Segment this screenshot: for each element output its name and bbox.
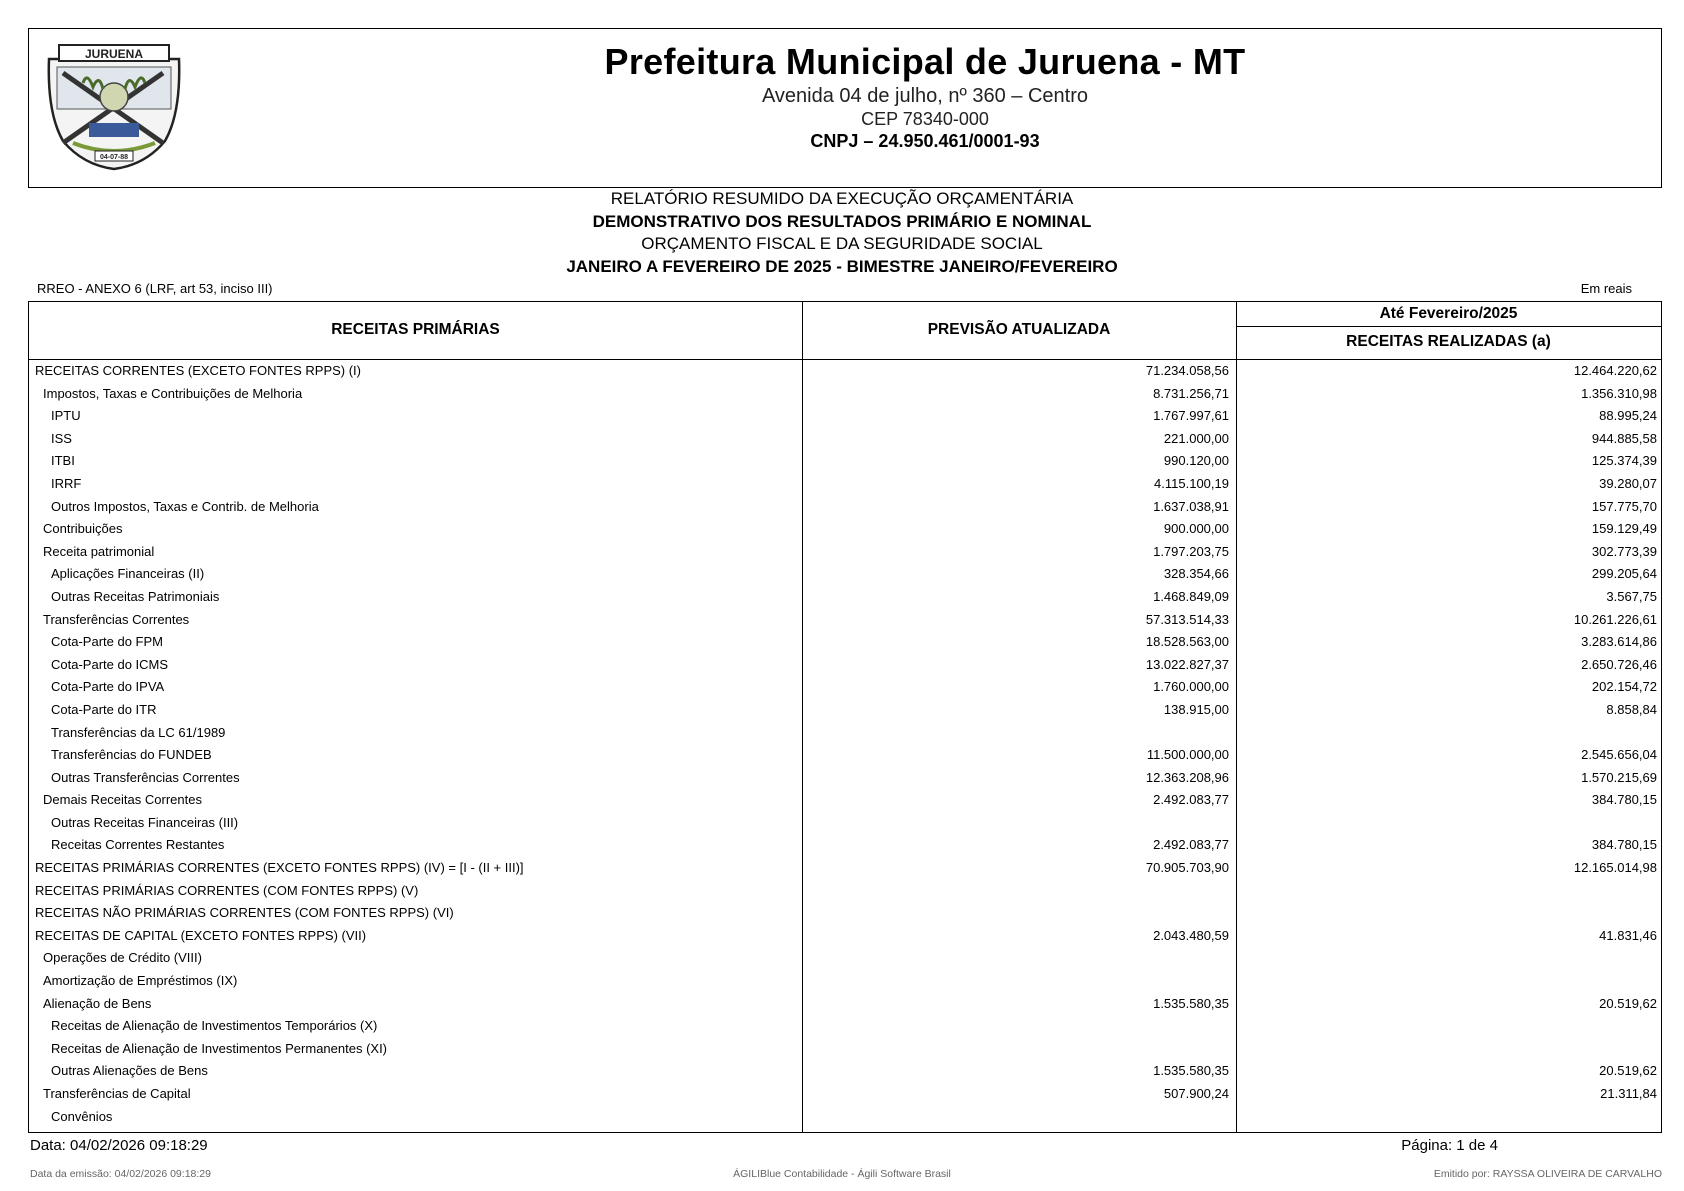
table-header	[29, 302, 1661, 360]
row-label: Transferências de Capital	[43, 1086, 191, 1101]
row-previsao-value: 221.000,00	[1163, 430, 1229, 446]
table-row	[29, 1083, 1661, 1106]
table-row	[29, 1015, 1661, 1038]
row-previsao-value: 900.000,00	[1163, 521, 1229, 537]
row-previsao-value: 507.900,24	[1163, 1086, 1229, 1101]
row-label: IRRF	[51, 475, 82, 491]
table-row	[29, 1038, 1661, 1061]
row-previsao-value: 11.500.000,00	[1146, 747, 1229, 763]
row-label: Amortização de Empréstimos (IX)	[43, 973, 238, 989]
table-row	[29, 518, 1661, 541]
table-row	[29, 925, 1661, 948]
row-realizada-value: 299.205,64	[1591, 566, 1657, 582]
table-row	[29, 586, 1661, 609]
table-row	[29, 563, 1661, 586]
row-label: Demais Receitas Correntes	[43, 792, 202, 808]
row-label: Transferências Correntes	[43, 611, 190, 627]
row-previsao-value: 1.797.203,75	[1153, 543, 1229, 559]
table-row	[29, 473, 1661, 496]
row-realizada-value: 3.283.614,86	[1581, 634, 1657, 650]
table-row	[29, 744, 1661, 767]
row-previsao-value: 1.637.038,91	[1153, 498, 1229, 514]
header-previsao-atualizada: PREVISÃO ATUALIZADA	[927, 321, 1111, 338]
row-label: Transferências do FUNDEB	[51, 747, 212, 763]
row-previsao-value: 1.535.580,35	[1153, 1063, 1229, 1079]
row-previsao-value: 12.363.208,96	[1145, 769, 1229, 785]
table-row	[29, 834, 1661, 857]
row-label: Outras Receitas Patrimoniais	[51, 588, 220, 604]
row-previsao-value: 2.043.480,59	[1153, 927, 1229, 943]
table-row	[29, 450, 1661, 473]
row-label: RECEITAS PRIMÁRIAS CORRENTES (COM FONTES RPPS) (V)	[35, 882, 419, 898]
report-titles	[0, 188, 1684, 278]
table-row	[29, 993, 1661, 1016]
row-realizada-value: 88.995,24	[1599, 408, 1657, 424]
row-previsao-value: 328.354,66	[1163, 566, 1229, 582]
row-label: Receitas de Alienação de Investimentos Permanentes (XI)	[51, 1040, 388, 1056]
row-realizada-value: 2.545.656,04	[1581, 747, 1657, 763]
table-row	[29, 654, 1661, 677]
row-label: Cota-Parte do FPM	[51, 634, 163, 650]
row-previsao-value: 4.115.100,19	[1154, 475, 1229, 491]
table-row	[29, 857, 1661, 880]
row-realizada-value: 20.519,62	[1599, 1063, 1657, 1079]
row-label: Receitas Correntes Restantes	[51, 837, 225, 853]
table-row	[29, 812, 1661, 835]
table-row	[29, 970, 1661, 993]
footer-page: Página: 1 de 4	[1401, 1137, 1498, 1154]
table-row	[29, 1060, 1661, 1083]
row-realizada-value: 302.773,39	[1591, 543, 1657, 559]
unit-label: Em reais	[1580, 281, 1632, 296]
row-label: Cota-Parte do ITR	[51, 701, 157, 717]
row-previsao-value: 71.234.058,56	[1145, 363, 1229, 378]
row-label: Receitas de Alienação de Investimentos Temporários (X)	[51, 1018, 378, 1034]
row-realizada-value: 12.464.220,62	[1573, 363, 1657, 378]
row-realizada-value: 12.165.014,98	[1573, 860, 1657, 876]
table-row	[29, 767, 1661, 790]
header-sub-divider	[1236, 326, 1661, 327]
revenue-table	[28, 301, 1662, 1133]
row-realizada-value: 10.261.226,61	[1573, 611, 1657, 627]
row-realizada-value: 1.356.310,98	[1581, 385, 1657, 401]
table-row	[29, 789, 1661, 812]
table-row	[29, 902, 1661, 925]
table-row	[29, 699, 1661, 722]
table-row	[29, 880, 1661, 903]
org-name: Prefeitura Municipal de Juruena - MT	[604, 41, 1246, 82]
row-previsao-value: 1.767.997,61	[1153, 408, 1229, 424]
row-realizada-value: 384.780,15	[1591, 792, 1657, 808]
svg-text:JURUENA: JURUENA	[84, 47, 144, 61]
table-row	[29, 722, 1661, 745]
row-label: Transferências da LC 61/1989	[51, 724, 226, 740]
emission-date: Data da emissão: 04/02/2026 09:18:29	[30, 1168, 211, 1180]
row-previsao-value: 18.528.563,00	[1145, 634, 1229, 650]
row-realizada-value: 944.885,58	[1591, 430, 1657, 446]
row-label: RECEITAS CORRENTES (EXCETO FONTES RPPS) (I)	[35, 363, 361, 378]
row-previsao-value: 990.120,00	[1163, 453, 1229, 469]
header-box	[28, 28, 1662, 188]
row-realizada-value: 159.129,49	[1591, 521, 1657, 537]
row-label: Cota-Parte do ICMS	[51, 656, 169, 672]
row-label: Outros Impostos, Taxas e Contrib. de Melhoria	[51, 498, 319, 514]
row-previsao-value: 1.535.580,35	[1153, 995, 1229, 1011]
table-body	[29, 360, 1661, 1128]
table-row	[29, 428, 1661, 451]
table-row	[29, 631, 1661, 654]
row-realizada-value: 41.831,46	[1599, 927, 1657, 943]
header-receitas-realizadas: RECEITAS REALIZADAS (a)	[1346, 333, 1551, 350]
row-previsao-value: 1.468.849,09	[1153, 588, 1229, 604]
row-label: ISS	[51, 430, 72, 446]
software-name: ÁGILIBlue Contabilidade - Ágili Software Brasil	[733, 1168, 951, 1180]
row-realizada-value: 2.650.726,46	[1581, 656, 1657, 672]
row-previsao-value: 13.022.827,37	[1145, 656, 1229, 672]
table-row	[29, 383, 1661, 406]
org-address: Avenida 04 de julho, nº 360 – Centro	[761, 85, 1089, 107]
row-label: Alienação de Bens	[43, 995, 152, 1011]
table-row	[29, 360, 1661, 383]
table-row	[29, 496, 1661, 519]
row-label: ITBI	[51, 453, 75, 469]
annex-label: RREO - ANEXO 6 (LRF, art 53, inciso III)	[37, 281, 273, 296]
row-label: IPTU	[51, 408, 81, 424]
row-label: Outras Receitas Financeiras (III)	[51, 814, 239, 830]
row-label: Impostos, Taxas e Contribuições de Melhoria	[43, 385, 303, 401]
row-realizada-value: 1.570.215,69	[1581, 769, 1657, 785]
row-realizada-value: 3.567,75	[1606, 588, 1657, 604]
row-label: RECEITAS NÃO PRIMÁRIAS CORRENTES (COM FONTES RPPS) (VI)	[35, 905, 454, 921]
row-previsao-value: 57.313.514,33	[1145, 611, 1229, 627]
row-previsao-value: 2.492.083,77	[1153, 792, 1229, 808]
row-previsao-value: 1.760.000,00	[1153, 679, 1229, 695]
header-receitas-primarias: RECEITAS PRIMÁRIAS	[331, 321, 500, 338]
row-label: Contribuições	[43, 521, 123, 537]
report-title-1: RELATÓRIO RESUMIDO DA EXECUÇÃO ORÇAMENTÁRIA	[610, 189, 1074, 208]
row-label: Outras Transferências Correntes	[51, 769, 240, 785]
table-row	[29, 676, 1661, 699]
row-previsao-value: 2.492.083,77	[1153, 837, 1229, 853]
row-label: Convênios	[51, 1108, 113, 1124]
report-title-4: JANEIRO A FEVEREIRO DE 2025 - BIMESTRE JANEIRO/FEVEREIRO	[566, 256, 1118, 276]
row-label: RECEITAS DE CAPITAL (EXCETO FONTES RPPS) (VII)	[35, 927, 367, 943]
table-row	[29, 405, 1661, 428]
svg-text:04-07-88: 04-07-88	[99, 154, 129, 161]
row-label: Receita patrimonial	[43, 543, 155, 559]
row-label: RECEITAS PRIMÁRIAS CORRENTES (EXCETO FONTES RPPS) (IV) = [I - (II + III)]	[35, 860, 524, 876]
row-previsao-value: 8.731.256,71	[1153, 385, 1229, 401]
report-title-3: ORÇAMENTO FISCAL E DA SEGURIDADE SOCIAL	[641, 234, 1043, 253]
row-label: Cota-Parte do IPVA	[51, 679, 165, 695]
row-realizada-value: 384.780,15	[1591, 837, 1657, 853]
row-realizada-value: 125.374,39	[1591, 453, 1657, 469]
row-realizada-value: 20.519,62	[1599, 995, 1657, 1011]
header-period: Até Fevereiro/2025	[1379, 305, 1518, 322]
row-realizada-value: 157.775,70	[1591, 498, 1657, 514]
row-realizada-value: 39.280,07	[1599, 475, 1657, 491]
row-previsao-value: 138.915,00	[1163, 701, 1229, 717]
org-cep: CEP 78340-000	[861, 109, 989, 129]
footer-date: Data: 04/02/2026 09:18:29	[30, 1137, 208, 1154]
report-title-2: DEMONSTRATIVO DOS RESULTADOS PRIMÁRIO E NOMINAL	[592, 211, 1092, 231]
row-realizada-value: 202.154,72	[1591, 679, 1657, 695]
table-row	[29, 947, 1661, 970]
row-label: Aplicações Financeiras (II)	[51, 566, 205, 582]
row-realizada-value: 21.311,84	[1600, 1086, 1657, 1101]
row-previsao-value: 70.905.703,90	[1145, 860, 1229, 876]
issued-by: Emitido por: RAYSSA OLIVEIRA DE CARVALHO	[1433, 1168, 1662, 1180]
row-label: Operações de Crédito (VIII)	[43, 950, 202, 966]
table-row	[29, 1106, 1661, 1129]
table-row	[29, 609, 1661, 632]
table-row	[29, 541, 1661, 564]
org-cnpj: CNPJ – 24.950.461/0001-93	[810, 131, 1040, 151]
row-label: Outras Alienações de Bens	[51, 1063, 208, 1079]
row-realizada-value: 8.858,84	[1606, 701, 1657, 717]
